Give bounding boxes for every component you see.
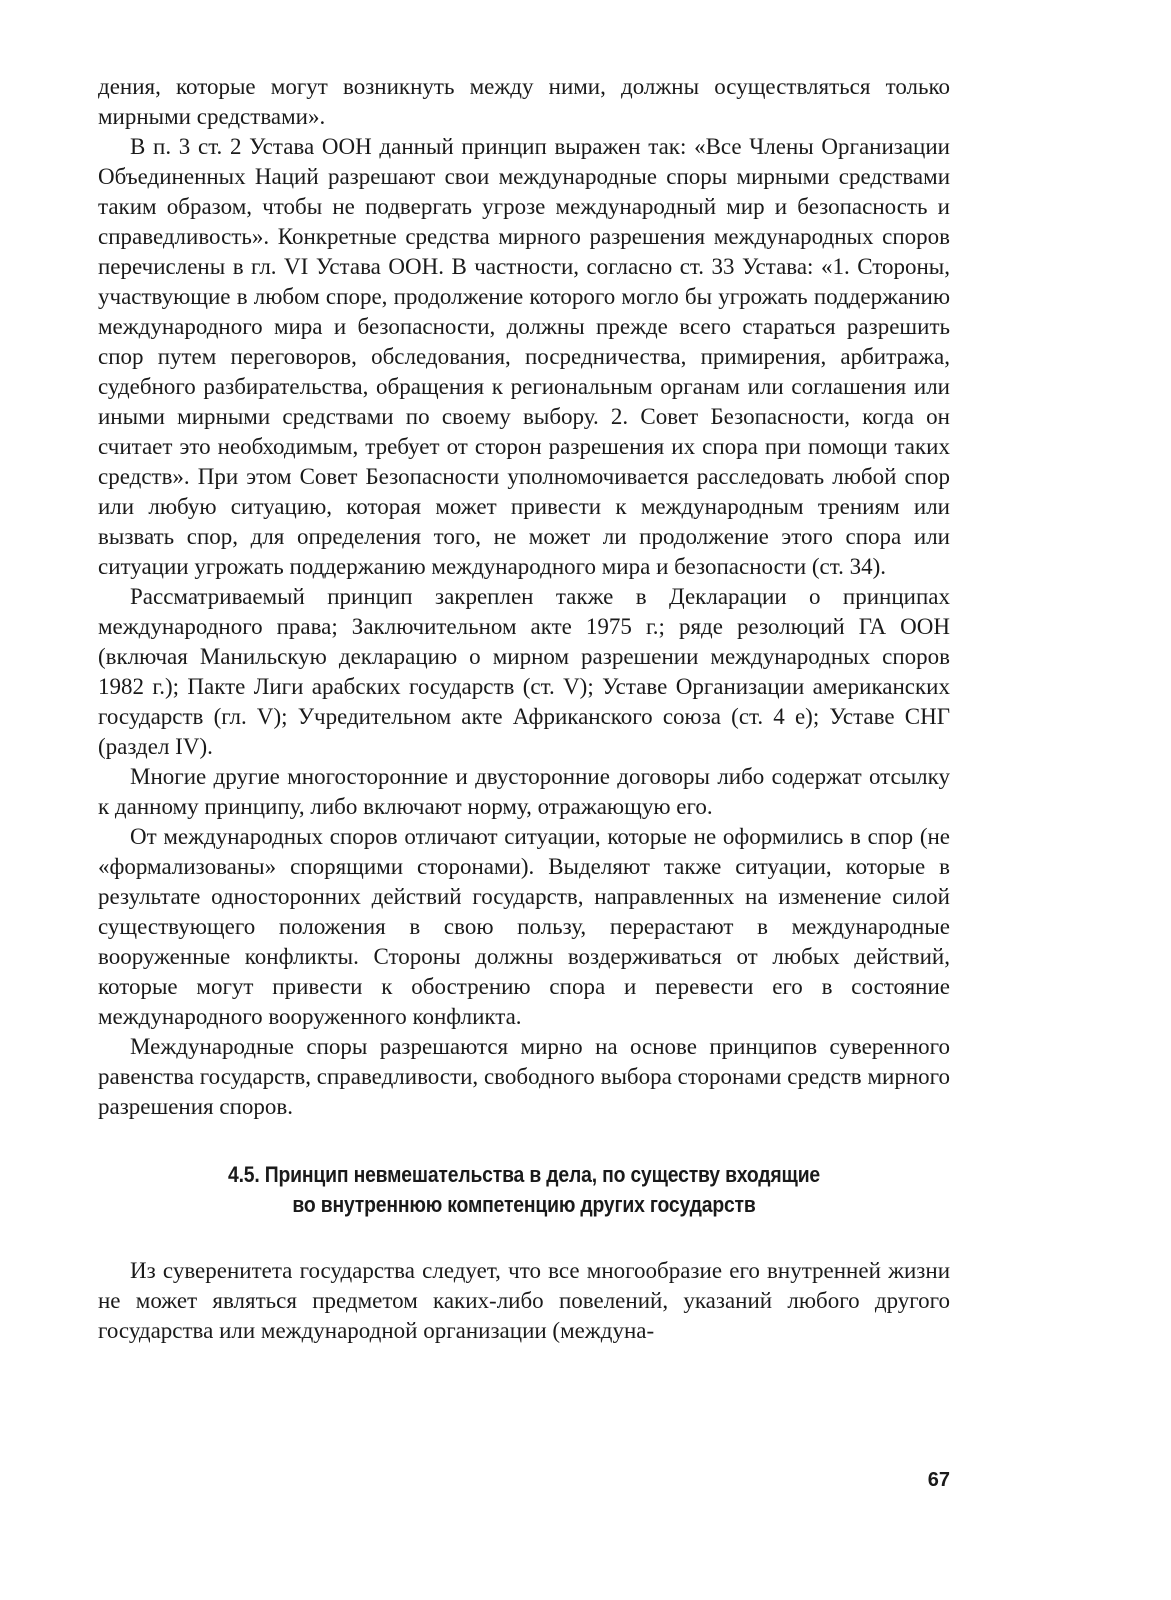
page-number: 67 [927,1469,950,1491]
paragraph-continuation: дения, которые могут возникнуть между ними, должны осуществляться только мирными средствами». [98,74,950,129]
paragraph-resolution-principles: Международные споры разрешаются мирно на основе принципов суверенного равенства государств, справедливости, свободного выбора сторонами средств мирного разрешения споров. [98,1034,950,1119]
page-body [98,72,950,1346]
paragraph-treaties: Многие другие многосторонние и двусторонние договоры либо содержат отсылку к данному принципу, либо включают норму, отражающую его. [98,764,950,819]
paragraph-sovereignty: Из суверенитета государства следует, что все многообразие его внутренней жизни не может являться предметом каких-либо повелений, указаний любого другого государства или международной организации (междуна- [98,1258,950,1343]
paragraph-situations: От международных споров отличают ситуации, которые не оформились в спор (не «формализованы» спорящими сторонами). Выделяют также ситуации, которые в результате односторонних действий государств, направленных на изменение силой существующего положения в свою пользу, перерастают в международные вооруженные конфликты. Стороны должны воздерживаться от любых действий, которые могут привести к обострению спора и перевести его в состояние международного вооруженного конфликта. [98,824,950,1029]
section-heading-line2: во внутреннюю компетенцию других государств [292,1192,756,1217]
section-heading-line1: 4.5. Принцип невмешательства в дела, по существу входящие [227,1162,821,1187]
paragraph-declarations: Рассматриваемый принцип закреплен также в Декларации о принципах международного права; Заключительном акте 1975 г.; ряде резолюций ГА ООН (включая Манильскую декларацию о мирном разрешении международных споров 1982 г.); Пакте Лиги арабских государств (ст. V); Уставе Организации американских государств (гл. V); Учредительном акте Африканского союза (ст. 4 е); Уставе СНГ (раздел IV). [98,584,950,759]
section-heading [149,1160,899,1220]
paragraph-un-charter: В п. 3 ст. 2 Устава ООН данный принцип выражен так: «Все Члены Организации Объединенных Наций разрешают свои международные споры мирными средствами таким образом, чтобы не подвергать угрозе международный мир и безопасность и справедливость». Конкретные средства мирного разрешения международных споров перечислены в гл. VI Устава ООН. В частности, согласно ст. 33 Устава: «1. Стороны, участвующие в любом споре, продолжение которого могло бы угрожать поддержанию международного мира и безопасности, должны прежде всего стараться разрешить спор путем переговоров, обследования, посредничества, примирения, арбитража, судебного разбирательства, обращения к региональным органам или соглашения или иными мирными средствами по своему выбору. 2. Совет Безопасности, когда он считает это необходимым, требует от сторон разрешения их спора при помощи таких средств». При этом Совет Безопасности уполномочивается расследовать любой спор или любую ситуацию, которая может привести к международным трениям или вызвать спор, для определения того, не может ли продолжение этого спора или ситуации угрожать поддержанию международного мира и безопасности (ст. 34). [98,134,950,579]
